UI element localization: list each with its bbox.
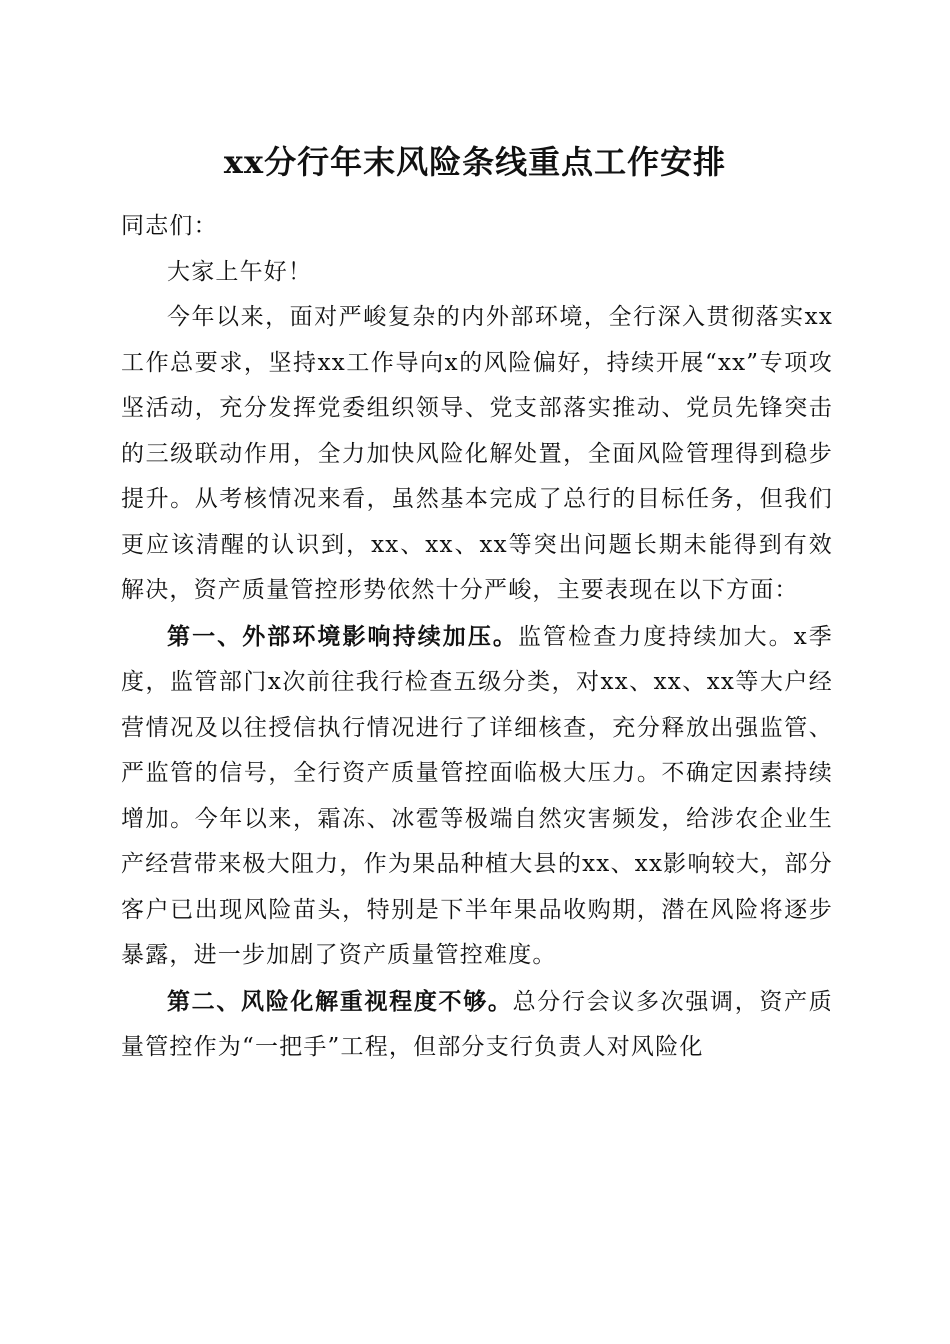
point-one-heading: 第一、外部环境影响持续加压。	[167, 622, 518, 650]
salutation: 同志们：	[121, 213, 218, 239]
intro-paragraph: 今年以来，面对严峻复杂的内外部环境，全行深入贯彻落实xx工作总要求，坚持xx工作导向x的风险偏好，持续开展“xx”专项攻坚活动，充分发挥党委组织领导、党支部落实推动、党员先锋突击的三级联动作用，全力加快风险化解处置，全面风险管理得到稳步提升。从考核情况来看，虽然基本完成了总行的目标任务，但我们更应该清醒的认识到，xx、xx、xx等突出问题长期未能得到有效解决，资产质量管控形势依然十分严峻，主要表现在以下方面：	[121, 304, 833, 603]
point-two-text: 总分行会议多次强调，资产质量管控作为“一把手”工程，但部分支行负责人对风险化	[121, 988, 833, 1060]
point-two-paragraph	[121, 979, 833, 1071]
document-body	[121, 204, 833, 1071]
point-two-heading: 第二、风险化解重视程度不够。	[167, 987, 513, 1015]
point-one-text: 监管检查力度持续加大。x季度，监管部门x次前往我行检查五级分类，对xx、xx、xx等大户经营情况及以往授信执行情况进行了详细核查，充分释放出强监管、严监管的信号，全行资产质量管控面临极大压力。不确定因素持续增加。今年以来，霜冻、冰雹等极端自然灾害频发，给涉农企业生产经营带来极大阻力，作为果品种植大县的xx、xx影响较大，部分客户已出现风险苗头，特别是下半年果品收购期，潜在风险将逐步暴露，进一步加剧了资产质量管控难度。	[121, 623, 833, 968]
greeting: 大家上午好！	[167, 258, 313, 285]
point-one-paragraph	[121, 614, 833, 979]
document-title: xx分行年末风险条线重点工作安排	[223, 143, 727, 181]
